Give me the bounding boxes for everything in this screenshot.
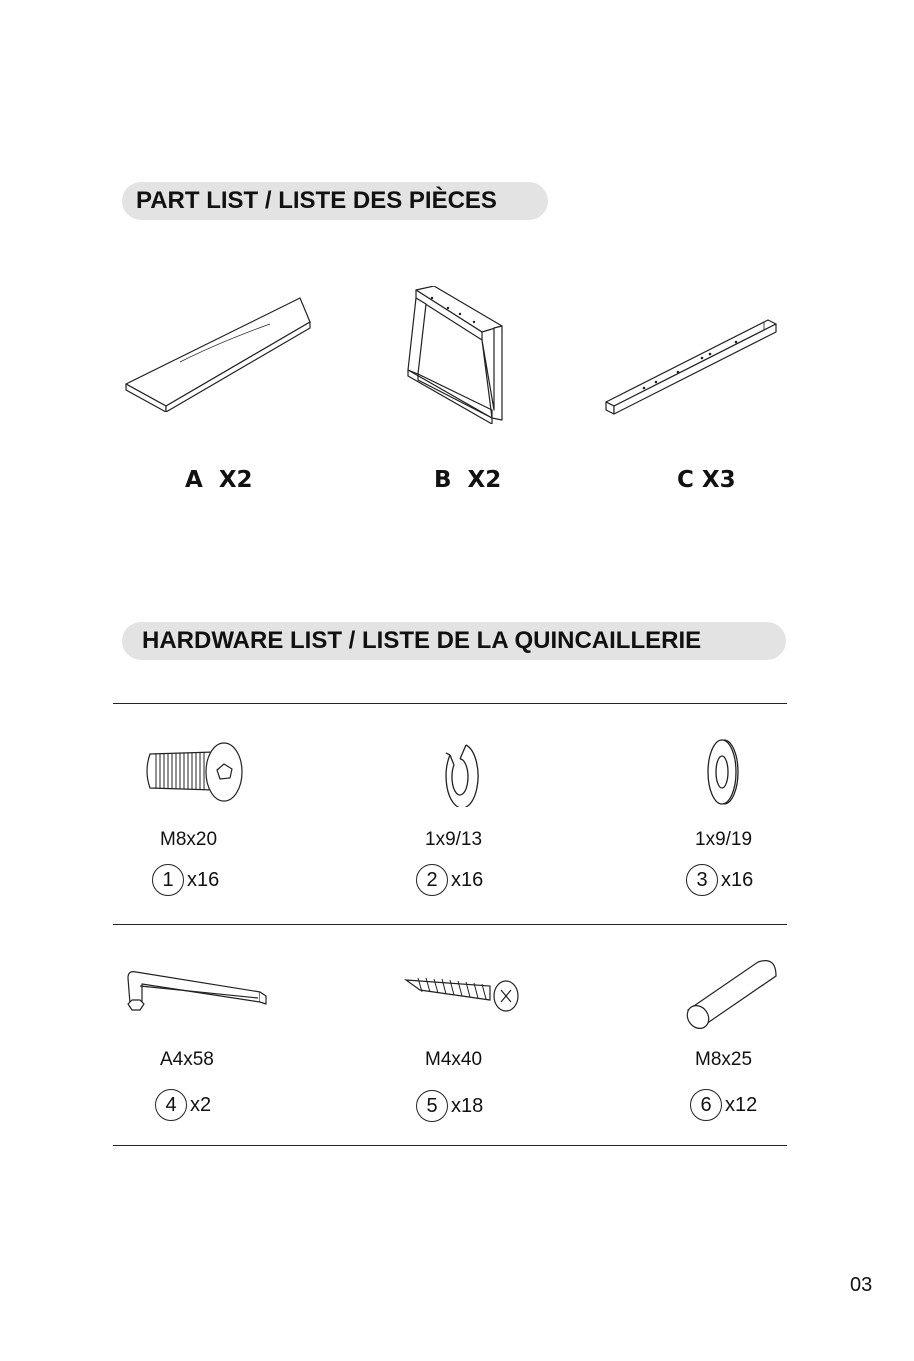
wood-dowel-icon [684, 956, 780, 1032]
hardware-3-count [686, 863, 753, 897]
part-a-label: A X2 [185, 467, 253, 493]
hardware-6-count [690, 1088, 757, 1122]
hardware-6-size: M8x25 [695, 1049, 753, 1070]
hardware-1-number: 1 [152, 864, 184, 896]
hardware-5-size: M4x40 [425, 1049, 483, 1070]
part-c-label: C X3 [677, 467, 736, 493]
hardware-4-number: 4 [155, 1089, 187, 1121]
part-list-heading: PART LIST / LISTE DES PIÈCES [122, 182, 548, 220]
hardware-list-heading: HARDWARE LIST / LISTE DE LA QUINCAILLERIE [122, 622, 786, 660]
table-middle-rule [113, 924, 787, 925]
hardware-3-size: 1x9/19 [695, 829, 753, 850]
wood-screw-icon [404, 970, 524, 1014]
tabletop-board-icon [120, 292, 320, 412]
hardware-3-qty: x16 [721, 868, 754, 891]
hardware-5-count [416, 1089, 483, 1123]
hardware-2-number: 2 [416, 864, 448, 896]
hardware-5-number: 5 [416, 1090, 448, 1122]
hex-bolt-icon [142, 742, 246, 804]
hardware-2-qty: x16 [451, 868, 484, 891]
spring-washer-icon [438, 737, 480, 807]
hardware-2-size: 1x9/13 [425, 829, 483, 850]
hardware-5-qty: x18 [451, 1094, 484, 1117]
hardware-6-number: 6 [690, 1089, 722, 1121]
hardware-2-count [416, 863, 483, 897]
part-b-label: B X2 [434, 467, 502, 493]
table-bottom-rule [113, 1145, 787, 1146]
page-number: 03 [850, 1274, 873, 1296]
trapezoid-leg-frame-icon [404, 286, 508, 424]
hardware-4-count [155, 1088, 211, 1122]
flat-washer-icon [704, 737, 740, 807]
hardware-1-qty: x16 [187, 868, 220, 891]
hardware-4-qty: x2 [190, 1093, 212, 1116]
allen-key-icon [122, 968, 268, 1020]
hardware-1-size: M8x20 [160, 829, 218, 850]
crossbar-beam-icon [604, 312, 780, 416]
hardware-4-size: A4x58 [160, 1049, 214, 1070]
hardware-6-qty: x12 [725, 1093, 758, 1116]
hardware-3-number: 3 [686, 864, 718, 896]
table-top-rule [113, 703, 787, 704]
hardware-1-count [152, 863, 219, 897]
